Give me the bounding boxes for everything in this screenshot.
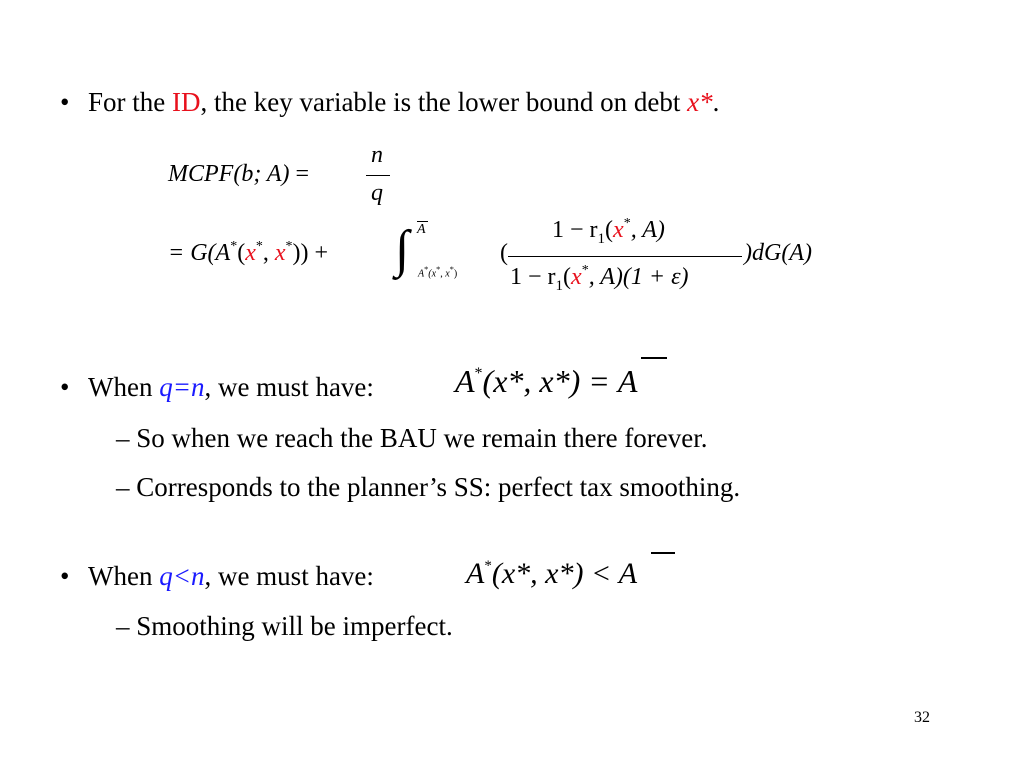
sub-bullet-3a (116, 610, 453, 642)
dash-marker: – (116, 611, 130, 641)
bullet-2-overbar (641, 357, 667, 359)
eq2-tail: )dG(A) (744, 240, 812, 266)
sub-bullet-2a (116, 422, 708, 454)
eq1-function-name: MCPF (168, 161, 234, 187)
bullet-2-prefix: When (88, 372, 160, 402)
bullet-3-overbar (651, 552, 675, 554)
eq2-numerator: $1 - r_1(x^*$, A) (552, 216, 665, 247)
eq2-comma: , (262, 240, 269, 266)
eq2-x2-star: * (285, 239, 293, 254)
bullet-3-text (88, 560, 374, 592)
bullet-3-highlight: q<n (159, 561, 205, 591)
integral-upper-limit-bar (417, 221, 428, 222)
bullet-2-equation: A*(x*, x*) = A (455, 363, 638, 399)
eq2-star: * (230, 239, 238, 254)
equation-1-lhs (168, 161, 309, 188)
bullet-1-highlight: ID (172, 87, 201, 117)
bullet-2-suffix: , we must have: (204, 372, 374, 402)
bullet-marker: • (60, 561, 70, 591)
integral-upper-limit: A (417, 222, 426, 237)
eq1-numerator: n (371, 142, 383, 168)
eq2-fraction-bar (508, 256, 742, 257)
dash-marker: – (116, 472, 130, 502)
integral-lower-limit: A*(x*, x*) (418, 265, 458, 280)
eq2-x1-star: * (255, 239, 263, 254)
bullet-marker: • (60, 87, 70, 117)
bullet-1-prefix: For the (88, 87, 172, 117)
eq2-x1: x (245, 240, 256, 266)
sub-bullet-2b-text: Corresponds to the planner’s SS: perfect tax smoothing. (136, 472, 741, 502)
bullet-1-middle: , the key variable is the lower bound on debt (200, 87, 688, 117)
eq2-close: )) + (292, 240, 329, 266)
eq1-arguments: (b; A) (233, 161, 290, 187)
bullet-3-suffix: , we must have: (204, 561, 374, 591)
eq2-open: ( (237, 240, 246, 266)
integral-sign: ∫ (395, 221, 410, 278)
sub-bullet-3a-text: Smoothing will be imperfect. (136, 611, 453, 641)
eq1-equals: = (295, 161, 310, 187)
dash-marker: – (116, 423, 130, 453)
eq2-x2: x (274, 240, 286, 266)
eq2-lead: = G(A (168, 240, 231, 266)
bullet-2-highlight: q=n (159, 372, 205, 402)
eq2-denominator: $1 - r_1(x^*$, A)(1 + ε) (510, 263, 689, 294)
eq1-denominator: q (371, 180, 383, 206)
bullet-1-variable: x* (687, 87, 713, 117)
eq2-paren-open: ( (500, 240, 508, 266)
bullet-3-prefix: When (88, 561, 160, 591)
bullet-1-suffix: . (712, 87, 720, 117)
bullet-marker: • (60, 372, 70, 402)
sub-bullet-2b (116, 471, 740, 503)
sub-bullet-2a-text: So when we reach the BAU we remain there forever. (136, 423, 708, 453)
bullet-2-text (88, 371, 374, 403)
bullet-3-equation: A*(x*, x*) < A (466, 557, 638, 590)
equation-2-lead (168, 240, 328, 267)
page-number: 32 (914, 709, 930, 726)
eq1-fraction-bar (366, 175, 390, 176)
bullet-1-text (88, 86, 719, 118)
